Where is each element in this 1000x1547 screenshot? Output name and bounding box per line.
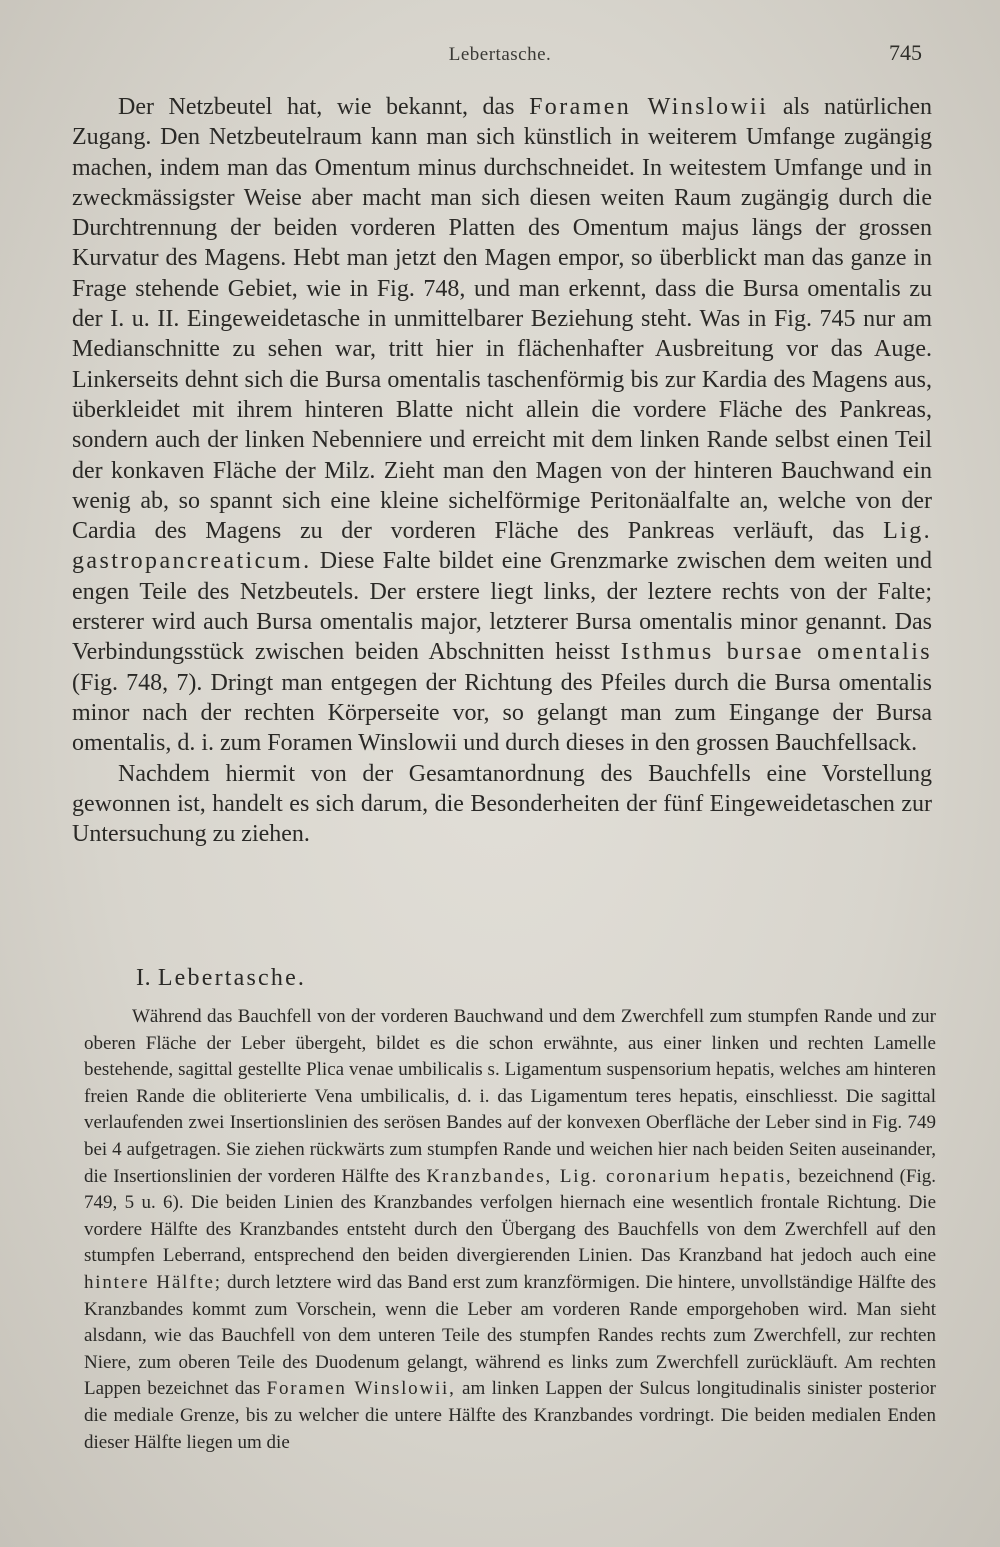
main-text — [72, 92, 932, 849]
paragraph-1 — [72, 92, 932, 759]
spaced-term: Foramen Winslowii — [529, 94, 769, 120]
spaced-term: Foramen Winslowii, — [266, 1378, 456, 1400]
text-run: am linken Lappen der Sulcus longitudinalis sinister posterior die mediale Grenze, bis zu welcher die untere Hälfte des Kranzbandes vordringt. Die beiden medialen Enden dieser Hälfte liegen um die — [84, 1378, 937, 1453]
page-number: 745 — [889, 40, 922, 65]
text-run: durch letztere wird das Band erst zum kranzförmigen. Die hintere, unvollständige Hälfte des Kranzbandes kommt zum Vorschein, wenn die Leber am vorderen Rande emporgehoben wird. Man sieht alsdann, wie das Bauchfell von dem unteren Teile des stumpfen Randes rechts zum Zwerchfell, zur rechten Niere, zum oberen Teile des Duodenum gelangt, während es links zum Zwerchfell zurückläuft. Am rechten Lappen bezeichnet das — [84, 1271, 936, 1400]
text-run: Diese Falte bildet eine Grenzmarke zwischen dem weiten und engen Teile des Netzbeutels. Der erstere liegt links, der leztere rechts von der Falte; ersterer wird auch Bursa omentalis major, letzterer Bursa omentalis minor genannt. Das Verbindungsstück zwischen beiden Abschnitten heisst — [72, 548, 932, 666]
section-title: Lebertasche. — [157, 965, 307, 991]
spaced-term: Isthmus bursae omentalis — [620, 639, 933, 666]
text-run: Während das Bauchfell von der vorderen Bauchwand und dem Zwerchfell zum stumpfen Rande und zur oberen Fläche der Leber übergeht, bildet es die schon erwähnte, aus einer linken und rechten Lamelle bestehende, sagittal gestellte Plica venae umbilicalis s. Ligamentum suspensorium hepatis, welches am hinteren freien Rande die obliterierte Vena umbilicalis, d. i. das Ligamentum teres hepatis, einschliesst. Die sagittal verlaufenden zwei Insertionslinien des serösen Bandes auf der konvexen Oberfläche der Leber sind in Fig. 749 bei 4 aufgetragen. Sie ziehen rückwärts zum stumpfen Rande und weichen hier nach beiden Seiten auseinander, die Insertionslinien der vorderen Hälfte des — [84, 1006, 936, 1187]
text-run: Der Netzbeutel hat, wie bekannt, das — [118, 94, 530, 120]
spaced-term: hintere Hälfte; — [84, 1271, 222, 1293]
small-print-text — [84, 1004, 936, 1456]
small-paragraph — [84, 1004, 936, 1456]
section-number: I. — [136, 965, 152, 991]
spaced-term: Lig. gastropancreaticum. — [72, 518, 932, 575]
text-run: (Fig. 748, 7). Dringt man entgegen der Richtung des Pfeiles durch die Bursa omentalis minor nach der rechten Körperseite vor, so gelangt man zum Eingange der Bursa omentalis, d. i. zum Foramen Winslowii und durch dieses in den grossen Bauchfellsack. — [72, 669, 932, 757]
text-run: als natürlichen Zugang. Den Netzbeutelraum kann man sich künstlich in weiterem Umfange zugängig machen, indem man das Omentum minus durchschneidet. In weitestem Umfange und in zweckmässigster Weise aber macht man sich diesen weiten Raum zugängig durch die Durchtrennung der beiden vorderen Platten des Omentum majus längs der grossen Kurvatur des Magens. Hebt man jetzt den Magen empor, so überblickt man das ganze in Frage stehende Gebiet, wie in Fig. 748, und man erkennt, dass die Bursa omentalis zu der I. u. II. Eingeweidetasche in unmittelbarer Beziehung steht. Was in Fig. 745 nur am Medianschnitte zu sehen war, tritt hier in flächenhafter Ausbreitung vor das Auge. Linkerseits dehnt sich die Bursa omentalis taschenförmig bis zur Kardia des Magens aus, überkleidet mit ihrem hinteren Blatte nicht allein die vordere Fläche des Pankreas, sondern auch der linken Nebenniere und erreicht mit dem linken Rande selbst einen Teil der konkaven Fläche der Milz. Zieht man den Magen von der hinteren Bauchwand ein wenig ab, so spannt sich eine kleine sichelförmige Peritonäalfalte an, welche von der Cardia des Magens zu der vorderen Fläche des Pankreas verläuft, das — [72, 94, 932, 545]
text-run: bezeichnend (Fig. 749, 5 u. 6). Die beiden Linien des Kranzbandes verfolgen hiernach eine wesentlich frontale Richtung. Die vordere Hälfte des Kranzbandes entsteht durch den Übergang des Bauchfells von dem Zwerchfell auf den stumpfen Leberrand, entsprechend den beiden divergierenden Linien. Das Kranzband hat jedoch auch eine — [84, 1165, 936, 1267]
running-title: Lebertasche. — [448, 44, 552, 65]
section-heading — [136, 965, 306, 992]
spaced-term: Kranzbandes, Lig. coronarium hepatis, — [426, 1165, 793, 1187]
paragraph-2: Nachdem hiermit von der Gesamtanordnung des Bauchfells eine Vorstellung gewonnen ist, handelt es sich darum, die Besonderheiten der fünf Eingeweidetaschen zur Untersuchung zu ziehen. — [72, 760, 932, 848]
